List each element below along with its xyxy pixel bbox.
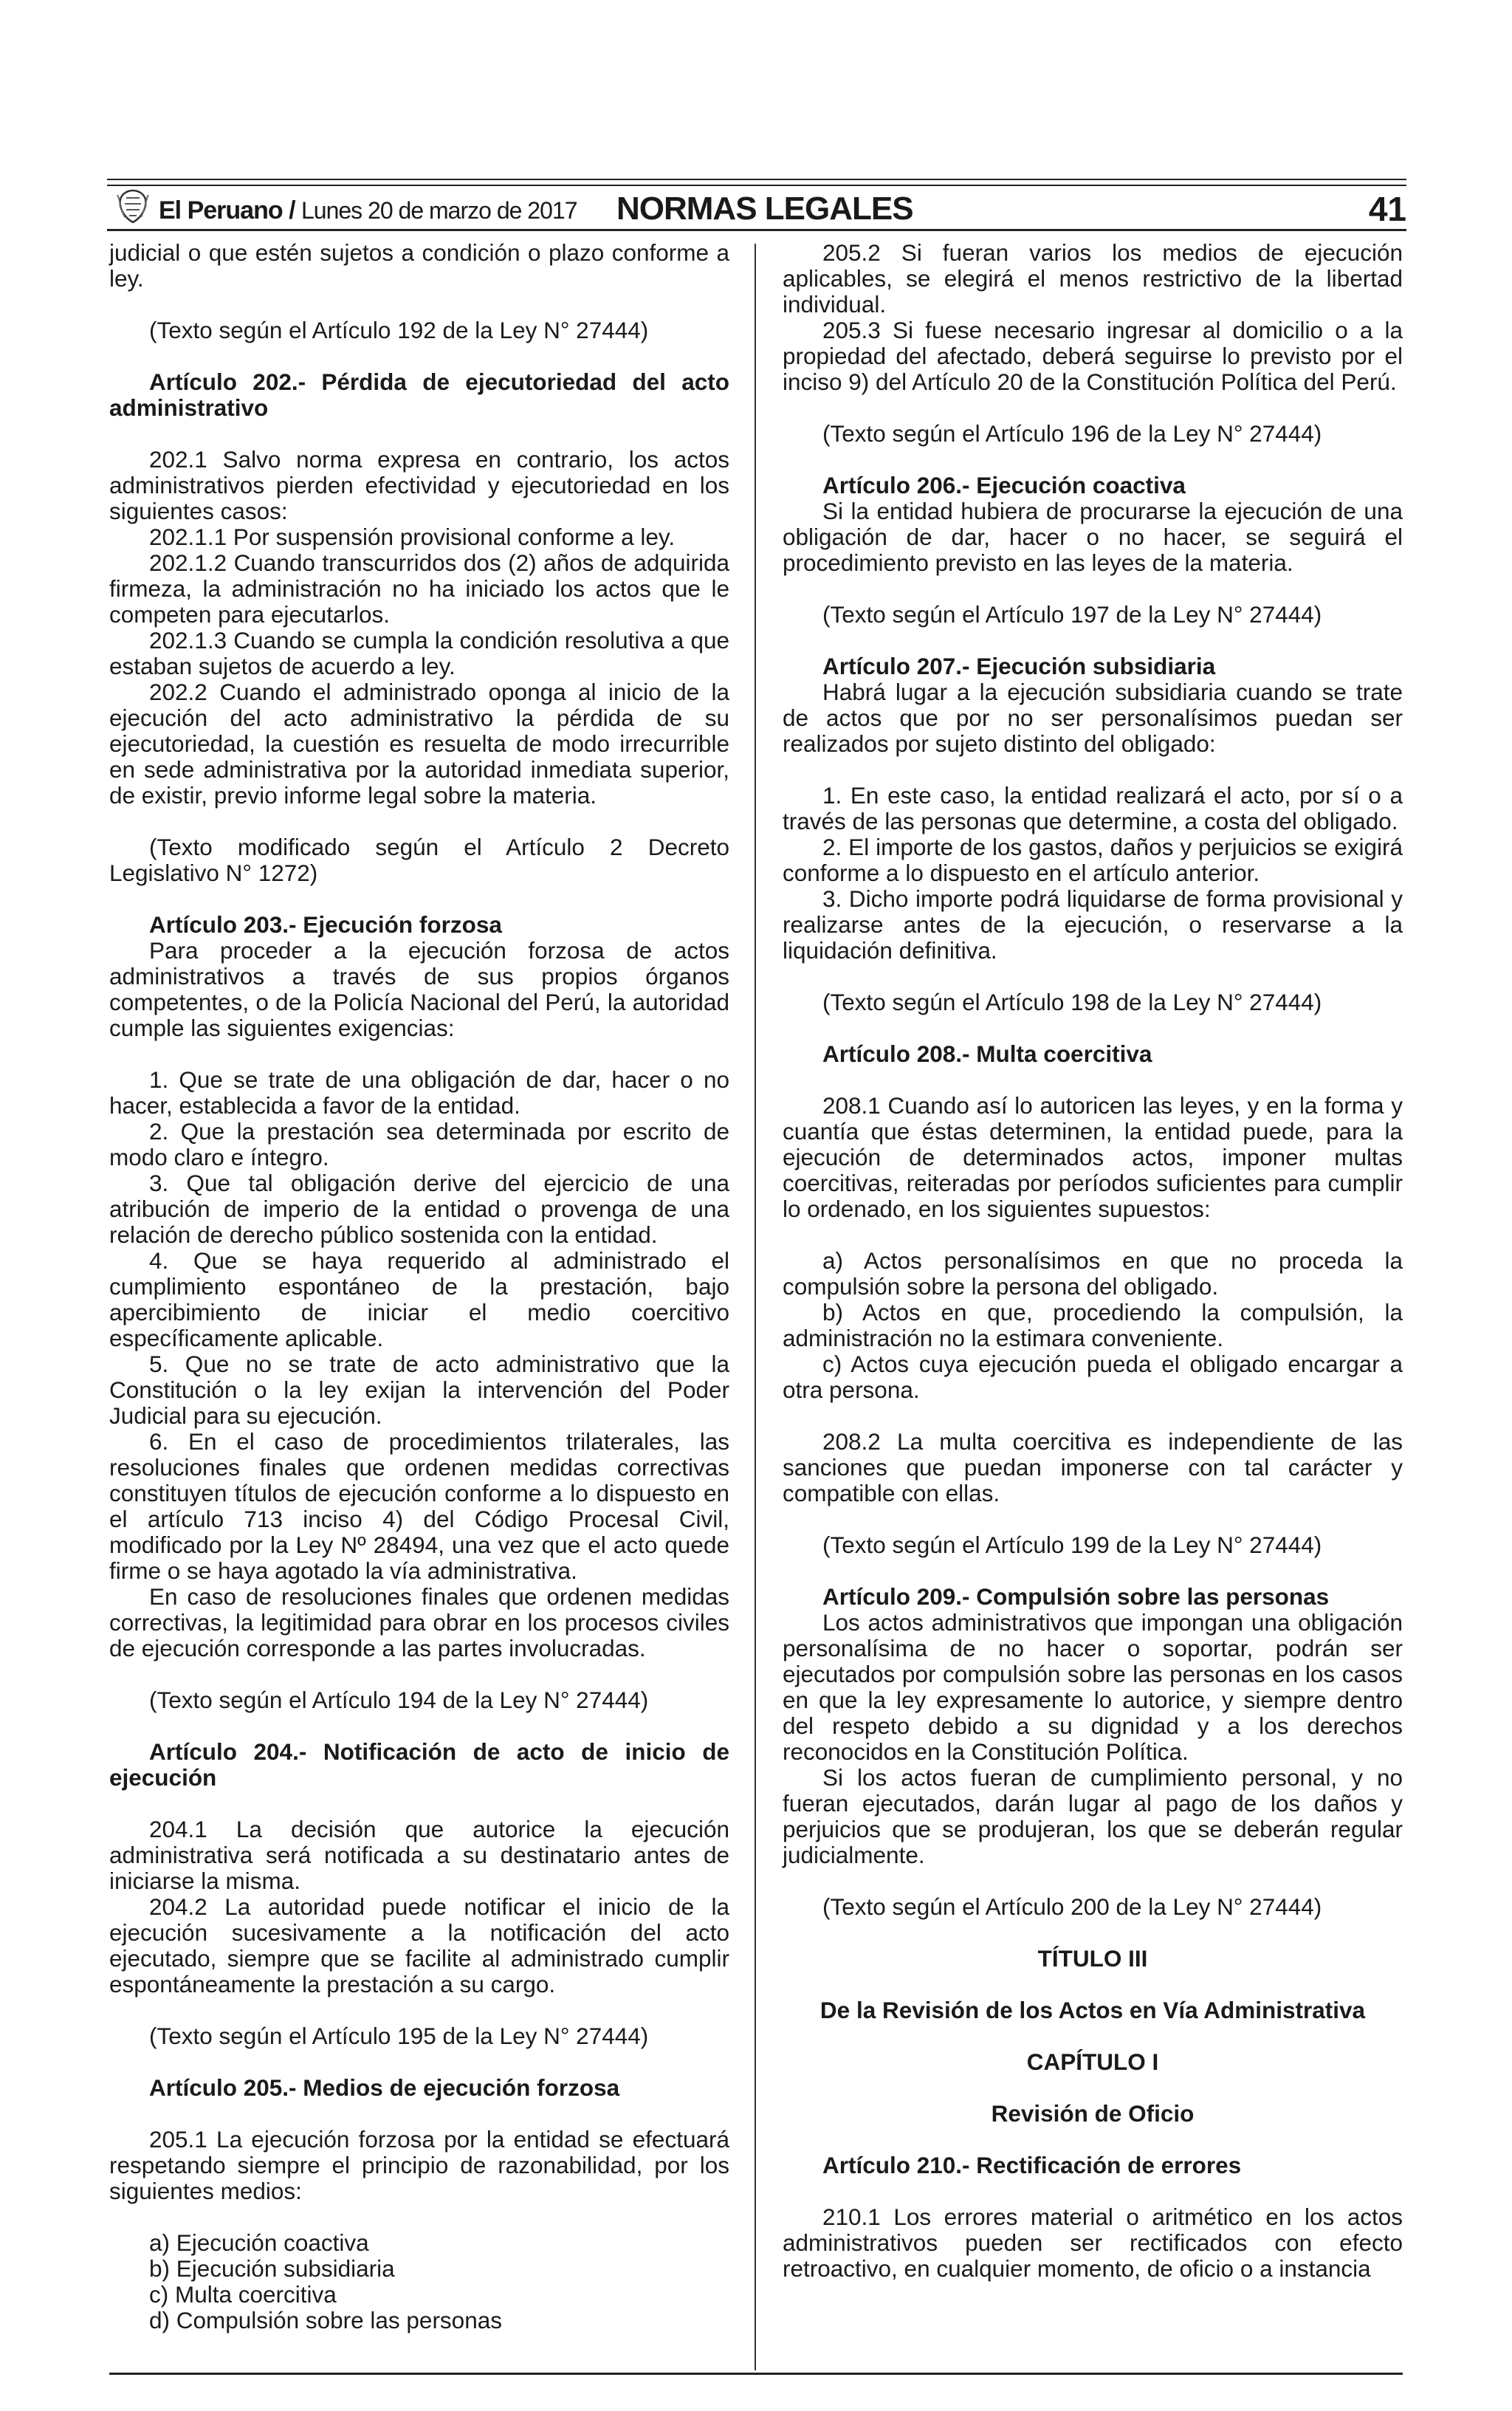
paragraph: 3. Dicho importe podrá liquidarse de forma provisional y realizarse antes de la ejecución, o reservarse a la liquidación definitiva. (783, 885, 1403, 964)
article-heading: Artículo 209.- Compulsión sobre las personas (822, 1583, 1330, 1610)
article-heading: Artículo 207.- Ejecución subsidiaria (822, 653, 1216, 679)
paragraph: 202.1 Salvo norma expresa en contrario, los actos administrativos pierden efectividad y ejecutoriedad en los siguientes casos: (109, 446, 729, 524)
paragraph: (Texto modificado según el Artículo 2 Decreto Legislativo N° 1272) (109, 834, 729, 886)
section-heading: TÍTULO III (1037, 1945, 1148, 1972)
column-divider (755, 244, 756, 2370)
paragraph: 205.3 Si fuese necesario ingresar al domicilio o a la propiedad del afectado, deberá seguirse lo previsto por el inciso 9) del Artículo 20 de la Constitución Política del Perú. (783, 317, 1403, 395)
paragraph: (Texto según el Artículo 200 de la Ley N° 27444) (822, 1893, 1322, 1920)
paragraph: 210.1 Los errores material o aritmético en los actos administrativos pueden ser rectificados con efecto retroactivo, en cualquier momento, de oficio o a instancia (783, 2203, 1403, 2282)
article-heading: Artículo 210.- Rectificación de errores (822, 2152, 1242, 2178)
paragraph: 2. Que la prestación sea determinada por escrito de modo claro e íntegro. (109, 1118, 729, 1170)
paragraph: (Texto según el Artículo 192 de la Ley N° 27444) (149, 317, 649, 343)
paragraph: 204.2 La autoridad puede notificar el inicio de la ejecución sucesivamente a la notificación del acto ejecutado, siempre que se facilite al administrado cumplir espontáneamente la prestación a su cargo. (109, 1893, 729, 1997)
paragraph: En caso de resoluciones finales que ordenen medidas correctivas, la legitimidad para obrar en los procesos civiles de ejecución corresponde a las partes involucradas. (109, 1583, 729, 1661)
paragraph: d) Compulsión sobre las personas (149, 2307, 502, 2333)
issue-date: Lunes 20 de marzo de 2017 (300, 197, 577, 224)
paragraph: 202.1.2 Cuando transcurridos dos (2) años de adquirida firmeza, la administración no ha iniciado los actos que le competen para ejecutarlos. (109, 549, 729, 628)
page-header (107, 170, 1406, 236)
paragraph: Los actos administrativos que impongan una obligación personalísima de no hacer o soportar, podrán ser ejecutados por compulsión sobre las personas en los casos en que la ley expresamente lo autorice, y siempre dentro del respeto debido a su dignidad y a los derechos reconocidos en la Constitución Política. (783, 1609, 1403, 1765)
paragraph: b) Actos en que, procediendo la compulsión, la administración no la estimara conveniente. (783, 1299, 1403, 1351)
brand-separator: / (289, 196, 295, 224)
paragraph: 6. En el caso de procedimientos trilaterales, las resoluciones finales que ordenen medidas correctivas constituyen títulos de ejecución conforme a lo dispuesto en el artículo 713 inciso 4) del Código Procesal Civil, modificado por la Ley Nº 28494, una vez que el acto quede firme o se haya agotado la vía administrativa. (109, 1428, 729, 1584)
paragraph: (Texto según el Artículo 194 de la Ley N° 27444) (149, 1687, 649, 1713)
paragraph: 1. Que se trate de una obligación de dar, hacer o no hacer, establecida a favor de la entidad. (109, 1066, 729, 1119)
paragraph: 202.1.3 Cuando se cumpla la condición resolutiva a que estaban sujetos de acuerdo a ley. (109, 627, 729, 679)
section-heading: CAPÍTULO I (1026, 2048, 1159, 2075)
paragraph: (Texto según el Artículo 198 de la Ley N° 27444) (822, 989, 1322, 1015)
paragraph: 208.1 Cuando así lo autoricen las leyes, y en la forma y cuantía que éstas determinen, la entidad puede, para la ejecución de determinados actos, imponer multas coercitivas, reiteradas por períodos suficientes para cumplir lo ordenado, en los siguientes supuestos: (783, 1092, 1403, 1222)
header-rule-top-inner (107, 185, 1406, 186)
paragraph: Para proceder a la ejecución forzosa de actos administrativos a través de sus propios órganos competentes, o de la Policía Nacional del Perú, la autoridad cumple las siguientes exigencias: (109, 937, 729, 1041)
paragraph: 1. En este caso, la entidad realizará el acto, por sí o a través de las personas que determine, a costa del obligado. (783, 782, 1403, 834)
paragraph: 202.2 Cuando el administrado oponga al inicio de la ejecución del acto administrativo la pérdida de su ejecutoriedad, la cuestión es resuelta de modo irrecurrible en sede administrativa por la autoridad inmediata superior, de existir, previo informe legal sobre la materia. (109, 679, 729, 809)
article-heading: Artículo 203.- Ejecución forzosa (149, 911, 502, 938)
paragraph: c) Actos cuya ejecución pueda el obligado encargar a otra persona. (783, 1351, 1403, 1403)
section-heading: De la Revisión de los Actos en Vía Administrativa (819, 1997, 1366, 2023)
newspaper-brand (159, 196, 577, 225)
paragraph: 204.1 La decisión que autorice la ejecución administrativa será notificada a su destinatario antes de iniciarse la misma. (109, 1816, 729, 1894)
paragraph: 2. El importe de los gastos, daños y perjuicios se exigirá conforme a lo dispuesto en el artículo anterior. (783, 834, 1403, 886)
paragraph: 208.2 La multa coercitiva es independiente de las sanciones que puedan imponerse con tal carácter y compatible con ellas. (783, 1428, 1403, 1506)
paragraph: Habrá lugar a la ejecución subsidiaria cuando se trate de actos que por no ser personalísimos puedan ser realizados por sujeto distinto del obligado: (783, 679, 1403, 757)
paragraph: (Texto según el Artículo 199 de la Ley N° 27444) (822, 1532, 1322, 1558)
paragraph: b) Ejecución subsidiaria (149, 2255, 395, 2282)
section-title: NORMAS LEGALES (616, 191, 913, 227)
paragraph: 4. Que se haya requerido al administrado el cumplimiento espontáneo de la prestación, bajo apercibimiento de iniciar el medio coercitivo específicamente aplicable. (109, 1247, 729, 1351)
paragraph: c) Multa coercitiva (149, 2281, 337, 2308)
article-heading: Artículo 206.- Ejecución coactiva (822, 472, 1186, 498)
paragraph: 205.1 La ejecución forzosa por la entidad se efectuará respetando siempre el principio de razonabilidad, por los siguientes medios: (109, 2126, 729, 2204)
paragraph: a) Ejecución coactiva (149, 2229, 369, 2256)
page-number: 41 (1368, 190, 1406, 228)
footer-rule (109, 2373, 1403, 2375)
paragraph: a) Actos personalísimos en que no proceda la compulsión sobre la persona del obligado. (783, 1247, 1403, 1300)
paragraph: 3. Que tal obligación derive del ejercicio de una atribución de imperio de la entidad o provenga de una relación de derecho público sostenida con la entidad. (109, 1170, 729, 1248)
paragraph: 202.1.1 Por suspensión provisional conforme a ley. (149, 524, 676, 550)
paragraph: Si la entidad hubiera de procurarse la ejecución de una obligación de dar, hacer o no hacer, se seguirá el procedimiento previsto en las leyes de la materia. (783, 498, 1403, 576)
section-heading: Revisión de Oficio (991, 2100, 1195, 2127)
paragraph: (Texto según el Artículo 197 de la Ley N° 27444) (822, 601, 1322, 628)
left-column (109, 240, 729, 2333)
header-rule-top (107, 179, 1406, 180)
header-rule-bottom (107, 229, 1406, 231)
paragraph: 5. Que no se trate de acto administrativo que la Constitución o la ley exijan la intervención del Poder Judicial para su ejecución. (109, 1351, 729, 1429)
article-heading: Artículo 204.- Notificación de acto de inicio de ejecución (109, 1738, 729, 1791)
paragraph: judicial o que estén sujetos a condición o plazo conforme a ley. (109, 239, 729, 292)
paragraph: Si los actos fueran de cumplimiento personal, y no fueran ejecutados, darán lugar al pago de los daños y perjuicios que se produjeran, los que se deberán regular judicialmente. (783, 1764, 1403, 1868)
paragraph: (Texto según el Artículo 195 de la Ley N° 27444) (149, 2023, 649, 2049)
coat-of-arms-icon (116, 188, 150, 224)
article-heading: Artículo 205.- Medios de ejecución forzosa (149, 2074, 620, 2101)
article-heading: Artículo 208.- Multa coercitiva (822, 1040, 1152, 1067)
paragraph: 205.2 Si fueran varios los medios de ejecución aplicables, se elegirá el menos restrictivo de la libertad individual. (783, 239, 1403, 318)
brand-name: El Peruano (159, 196, 283, 224)
right-column (783, 240, 1403, 2282)
paragraph: (Texto según el Artículo 196 de la Ley N° 27444) (822, 420, 1322, 447)
article-heading: Artículo 202.- Pérdida de ejecutoriedad del acto administrativo (109, 368, 729, 421)
